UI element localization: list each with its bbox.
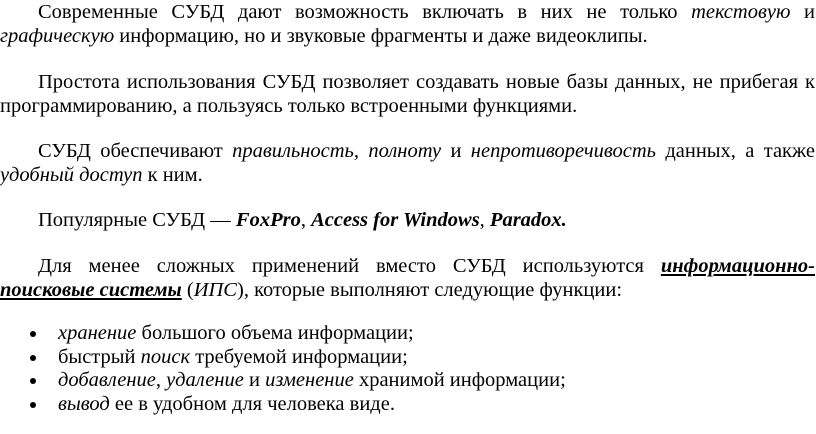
text: и: [243, 369, 266, 391]
text: Популярные СУБД —: [38, 209, 236, 231]
text: данных, а также: [655, 140, 815, 162]
italic-term: текстовую: [691, 1, 791, 23]
functions-list: [0, 321, 815, 415]
italic-term: вывод: [58, 392, 110, 415]
list-item: [0, 392, 815, 416]
paragraph-ips: [0, 254, 815, 302]
paragraph-popular-dbms: [0, 208, 815, 232]
text: к ним.: [142, 164, 203, 186]
italic-term: удобный доступ: [0, 164, 143, 186]
italic-term: изменение: [265, 369, 354, 391]
paragraph-multimedia: [0, 0, 815, 48]
text: информацию, но и звуковые фрагменты и даже видеоклипы.: [114, 25, 648, 47]
text: Современные СУБД дают возможность включать в них не только: [38, 1, 692, 23]
text: ), которые выполняют следующие функции:: [237, 279, 623, 301]
bullet-icon: [30, 355, 36, 361]
text: большого объема информации;: [136, 322, 414, 344]
text: СУБД обеспечивают: [38, 140, 233, 162]
underlined-term: информационно-поисковые системы: [0, 255, 815, 301]
text: Простота использования СУБД позволяет создавать новые базы данных, не прибегая к программированию, а пользуясь только встроенными функциями.: [0, 71, 815, 117]
paragraph-simplicity: [0, 70, 815, 118]
list-item: [0, 368, 815, 392]
paragraph-guarantees: [0, 139, 815, 187]
bullet-icon: [30, 378, 36, 384]
italic-term: поиск: [140, 345, 191, 368]
bold-italic-term: Paradox.: [489, 209, 567, 231]
text: ,: [353, 140, 369, 162]
italic-term: добавление: [58, 369, 156, 391]
bullet-icon: [30, 402, 36, 408]
italic-term: ИПС: [193, 279, 237, 301]
italic-term: удаление: [166, 369, 244, 391]
text: ,: [479, 209, 490, 231]
text: ,: [300, 209, 312, 231]
text: Для менее сложных применений вместо СУБД используются: [38, 255, 661, 277]
bold-italic-term: Access for Windows: [311, 209, 480, 231]
text: (: [181, 279, 194, 301]
bullet-icon: [30, 331, 36, 337]
bold-italic-term: FoxPro: [235, 209, 301, 231]
italic-term: полноту: [368, 140, 442, 162]
text: и: [441, 140, 471, 162]
list-item: [0, 321, 815, 345]
list-item: [0, 345, 815, 369]
italic-term: правильность: [232, 140, 354, 162]
text: быстрый: [58, 345, 141, 368]
italic-term: непротиворечивость: [470, 140, 656, 162]
text: и: [790, 1, 815, 23]
text: ее в удобном для человека виде.: [109, 392, 395, 415]
italic-term: хранение: [58, 322, 137, 344]
text: требуемой информации;: [190, 345, 408, 368]
text: ,: [155, 369, 167, 391]
text: хранимой информации;: [353, 369, 566, 391]
italic-term: графическую: [0, 25, 115, 47]
